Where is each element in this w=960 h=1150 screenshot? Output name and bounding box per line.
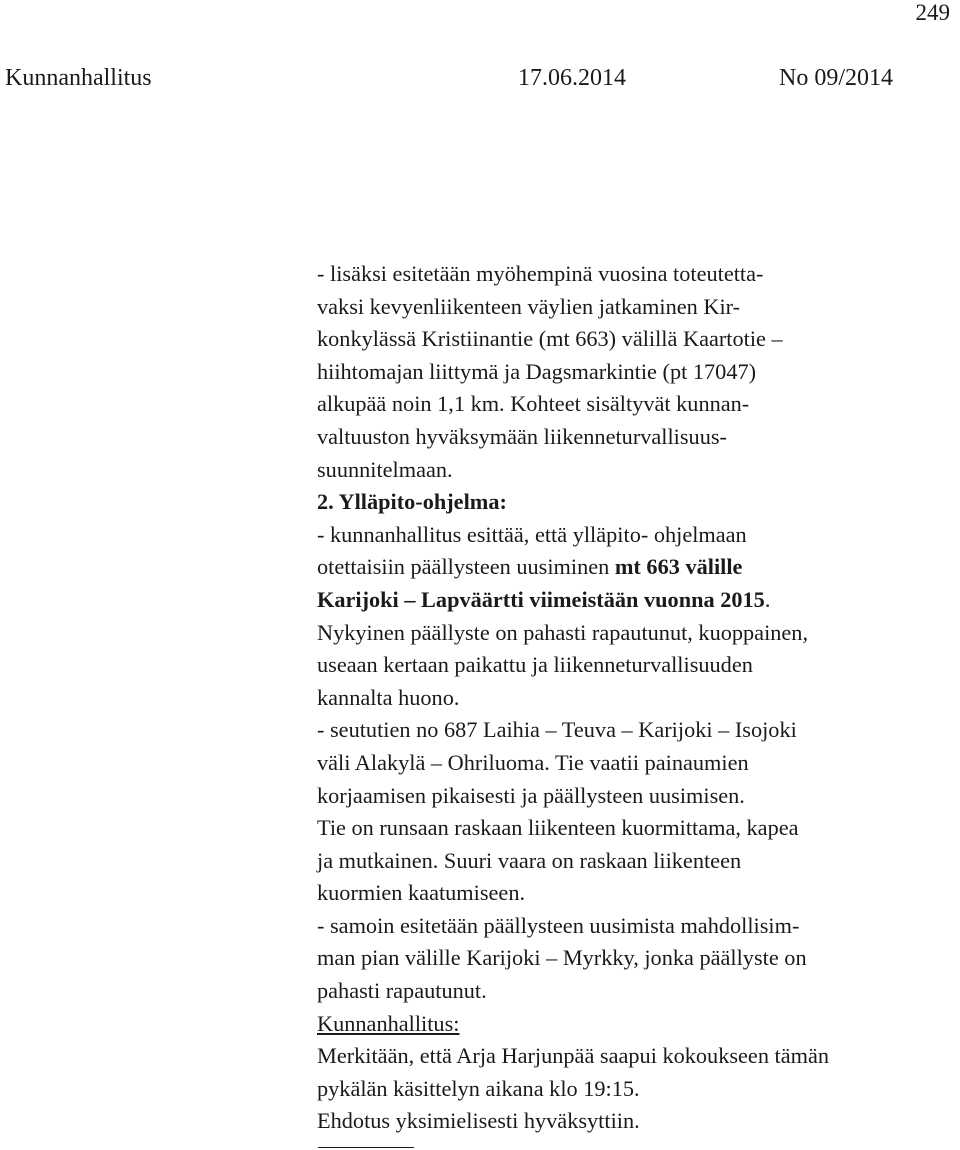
header-organization: Kunnanhallitus <box>5 65 152 91</box>
body-line: useaan kertaan paikattu ja liikenneturvallisuuden <box>317 652 753 678</box>
body-line: korjaamisen pikaisesti ja päällysteen uusimisen. <box>317 782 745 808</box>
body-line: Nykyinen päällyste on pahasti rapautunut, kuoppainen, <box>317 619 809 645</box>
body-line: - seututien no 687 Laihia – Teuva – Karijoki – Isojoki <box>317 717 797 743</box>
section-heading: 2. Ylläpito-ohjelma: <box>317 489 507 515</box>
header-date: 17.06.2014 <box>518 65 626 91</box>
page-number: 249 <box>915 0 950 25</box>
header-meeting-number: No 09/2014 <box>779 65 893 91</box>
body-line: konkylässä Kristiinantie (mt 663) välillä Kaartotie – <box>317 326 783 352</box>
body-line: kuormien kaatumiseen. <box>317 880 526 906</box>
body-line: pahasti rapautunut. <box>317 978 487 1004</box>
minutes-body <box>317 258 957 1138</box>
body-line: man pian välille Karijoki – Myrkky, jonka päällyste on <box>317 945 807 971</box>
body-line: alkupää noin 1,1 km. Kohteet sisältyvät kunnan- <box>317 391 750 417</box>
decision-heading: Kunnanhallitus: <box>317 1010 460 1036</box>
body-line <box>317 584 957 617</box>
body-line: hiihtomajan liittymä ja Dagsmarkintie (pt 17047) <box>317 358 757 384</box>
body-line: Merkitään, että Arja Harjunpää saapui kokoukseen tämän <box>317 1043 830 1069</box>
body-line: ja mutkainen. Suuri vaara on raskaan liikenteen <box>317 847 742 873</box>
emphasized-text: Karijoki – Lapväärtti viimeistään vuonna 2015 <box>317 586 765 612</box>
end-rule <box>318 1147 414 1148</box>
body-line: vaksi kevyenliikenteen väylien jatkaminen Kir- <box>317 293 741 319</box>
body-line: suunnitelmaan. <box>317 456 453 482</box>
body-line: - lisäksi esitetään myöhempinä vuosina toteutetta- <box>317 261 764 286</box>
emphasized-text: mt 663 välille <box>614 554 743 580</box>
body-line: kannalta huono. <box>317 684 460 710</box>
body-line: pykälän käsittelyn aikana klo 19:15. <box>317 1075 640 1101</box>
body-line: Ehdotus yksimielisesti hyväksyttiin. <box>317 1108 640 1134</box>
body-line: - samoin esitetään päällysteen uusimista mahdollisim- <box>317 912 800 938</box>
body-line: väli Alakylä – Ohriluoma. Tie vaatii painaumien <box>317 749 749 775</box>
body-text-span: otettaisiin päällysteen uusiminen <box>317 554 615 580</box>
body-text-span: . <box>764 586 771 612</box>
body-line: Tie on runsaan raskaan liikenteen kuormittama, kapea <box>317 815 799 841</box>
body-line <box>317 551 957 584</box>
body-line: valtuuston hyväksymään liikenneturvallisuus- <box>317 423 727 449</box>
body-line: - kunnanhallitus esittää, että ylläpito- ohjelmaan <box>317 521 747 547</box>
